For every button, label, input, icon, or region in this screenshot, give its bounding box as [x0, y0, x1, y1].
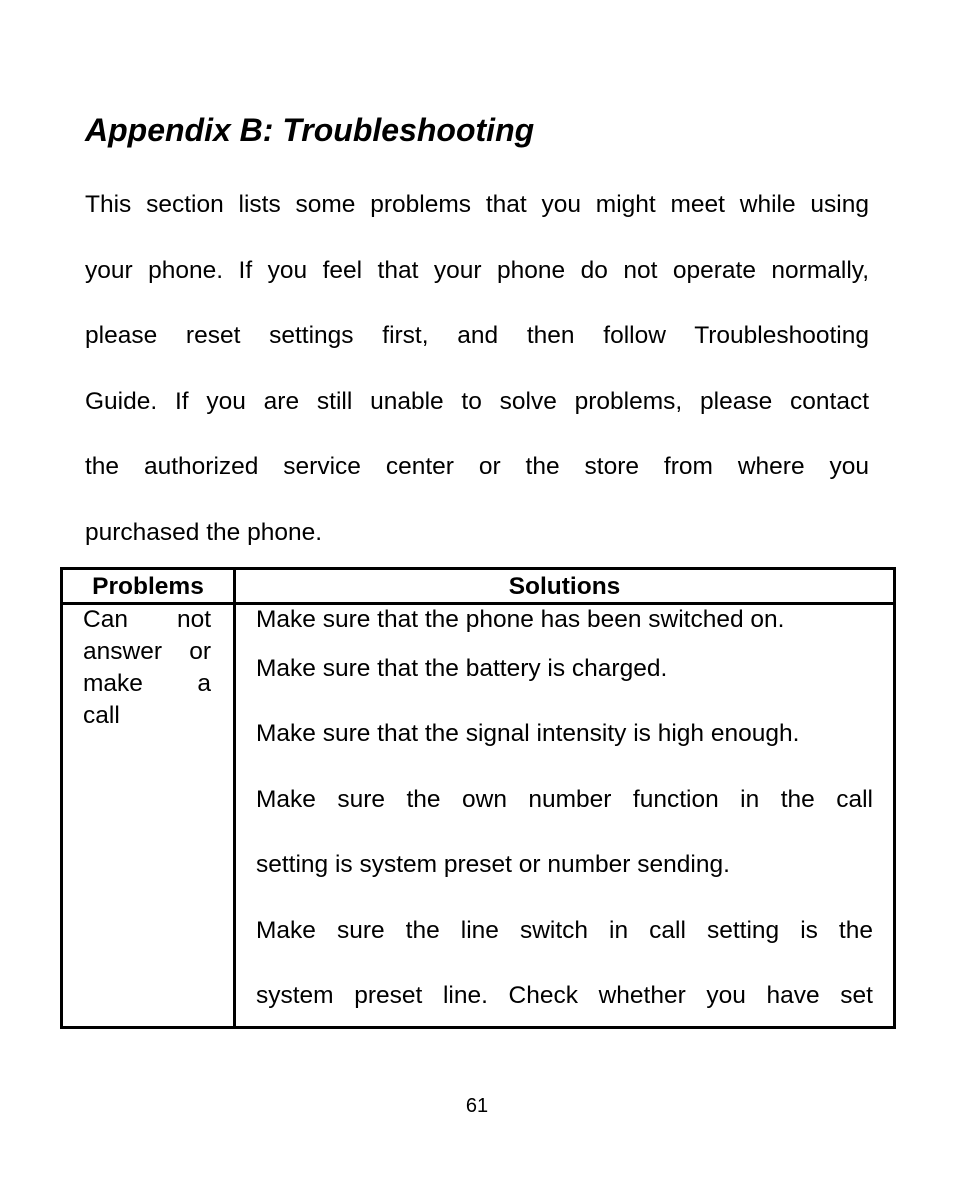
page-number: 61 — [465, 1095, 489, 1117]
problem-line: answer or — [83, 638, 211, 665]
solution-line: Make sure that the battery is charged. — [256, 655, 668, 682]
column-divider — [233, 570, 236, 1026]
intro-line: the authorized service center or the store from where you — [85, 453, 869, 480]
problem-line: call — [83, 702, 120, 729]
solution-line: Make sure that the phone has been switched on. — [256, 606, 785, 633]
solution-line: Make sure that the signal intensity is high enough. — [256, 720, 800, 747]
troubleshooting-table — [60, 567, 896, 1029]
intro-line: Guide. If you are still unable to solve problems, please contact — [85, 388, 869, 415]
solutions-column-header: Solutions — [508, 573, 621, 600]
problem-line: make a — [83, 670, 211, 697]
solution-line: Make sure the own number function in the call — [256, 786, 873, 813]
solution-line: Make sure the line switch in call setting is the — [256, 917, 873, 944]
problem-line: Can not — [83, 606, 211, 633]
intro-line: purchased the phone. — [85, 519, 323, 546]
solution-line: system preset line. Check whether you have set — [256, 982, 873, 1009]
intro-line: please reset settings first, and then follow Troubleshooting — [85, 322, 869, 349]
page-title: Appendix B: Troubleshooting — [85, 112, 535, 148]
intro-line: your phone. If you feel that your phone do not operate normally, — [85, 257, 869, 284]
problems-column-header: Problems — [92, 573, 204, 600]
intro-line: This section lists some problems that you might meet while using — [85, 191, 869, 218]
solution-line: setting is system preset or number sending. — [256, 851, 730, 878]
